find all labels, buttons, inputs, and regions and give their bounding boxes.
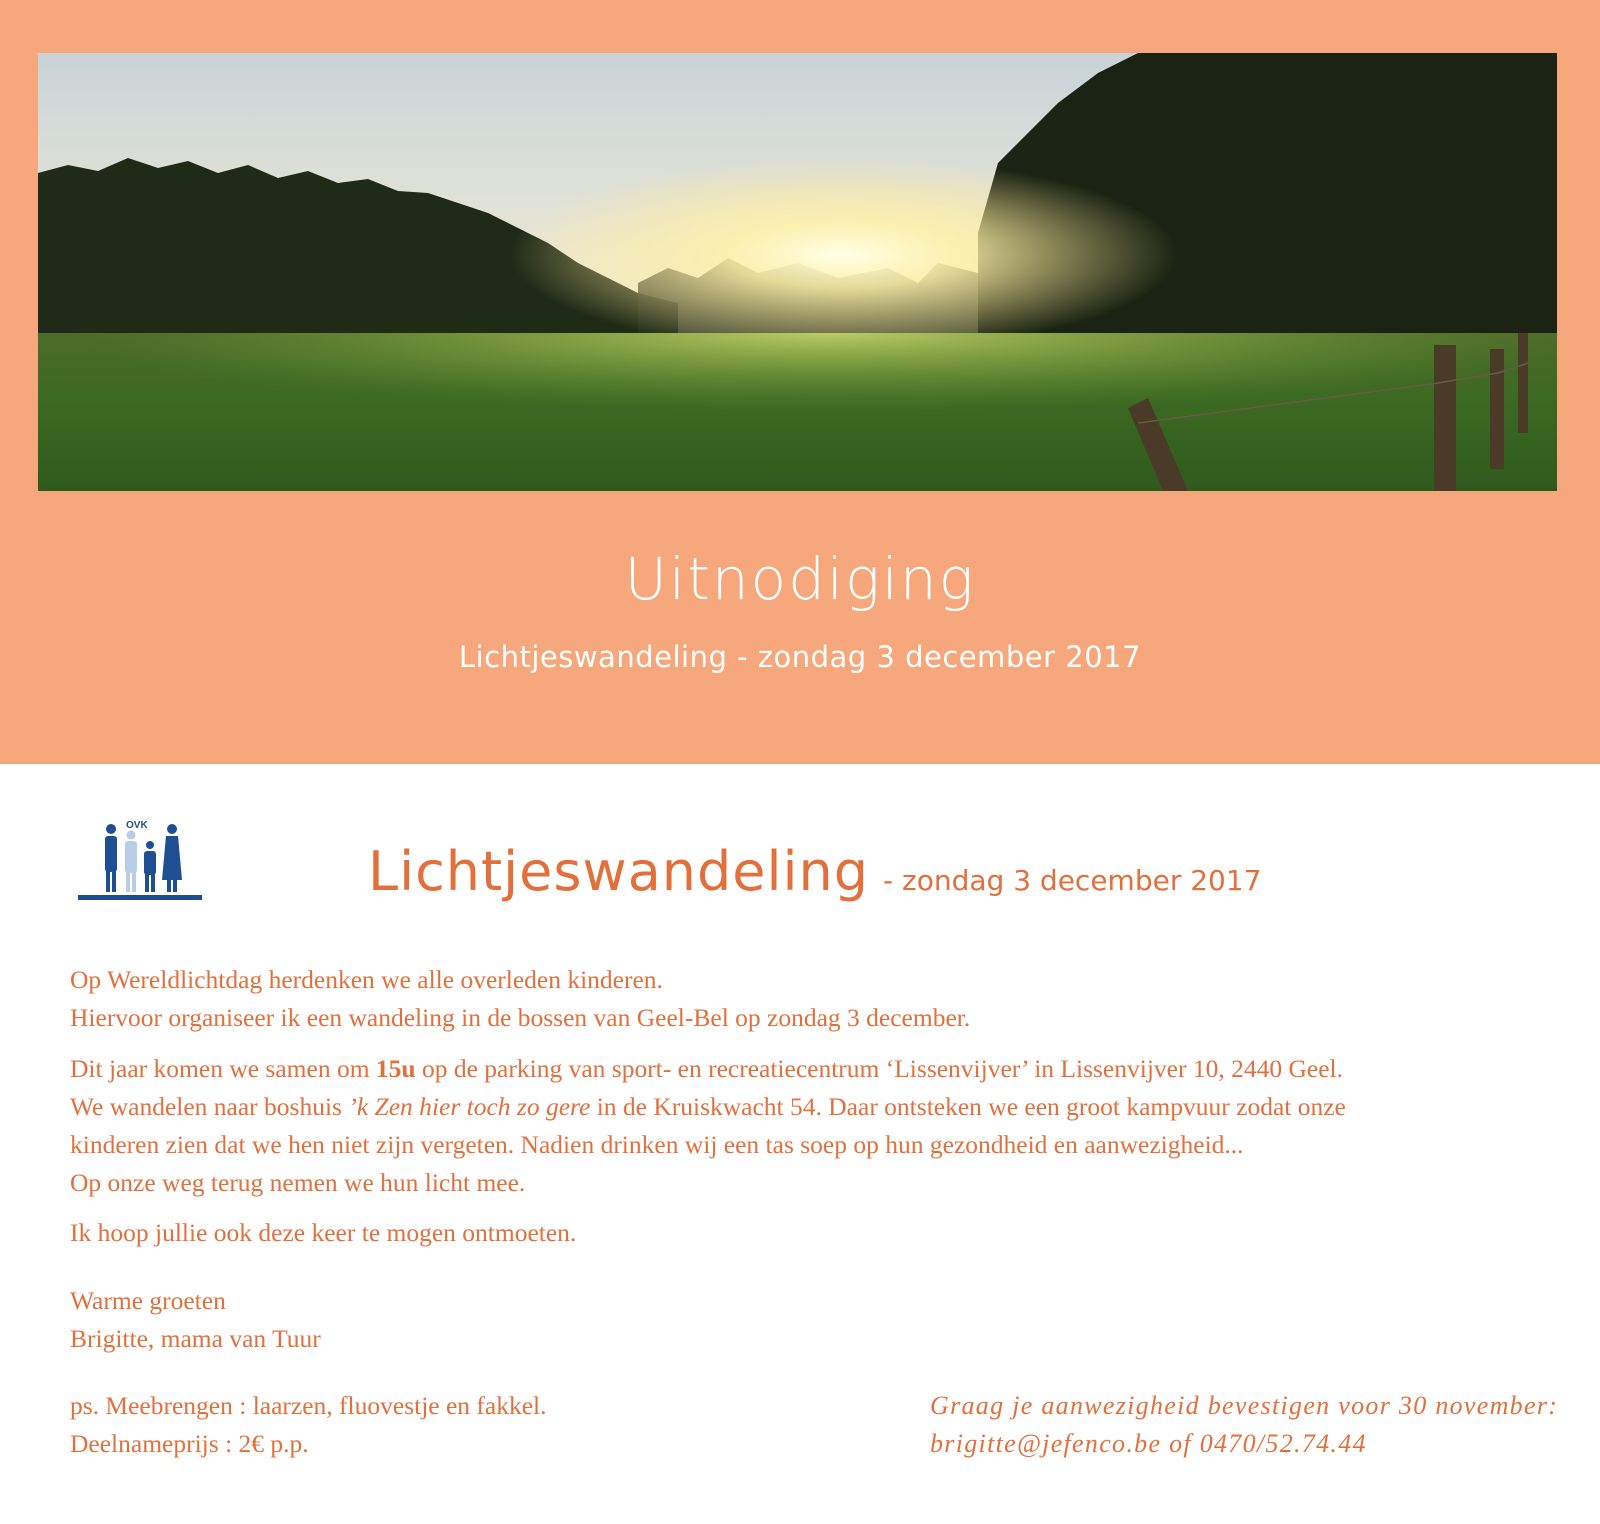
rsvp-contact: brigitte@jefenco.be of 0470/52.74.44 [930,1429,1367,1458]
p1-line2: Hiervoor organiseer ik een wandeling in de bossen van Geel-Bel op zondag 3 december. [70,1003,971,1032]
invitation-subtitle: Lichtjeswandeling - zondag 3 december 2017 [458,640,1142,674]
paragraph-2 [70,1050,1346,1202]
signature: Brigitte, mama van Tuur [70,1324,321,1353]
greeting: Warme groeten [70,1286,226,1315]
svg-text:OVK: OVK [126,820,148,831]
ovk-logo [78,818,202,902]
p2-line4: Op onze weg terug nemen we hun licht mee. [70,1168,526,1197]
boshuis-name: ’k Zen hier toch zo gere [348,1092,591,1121]
closing [70,1282,321,1358]
p1-line1: Op Wereldlichtdag herdenken we alle overleden kinderen. [70,965,663,994]
ps-note [70,1387,547,1463]
event-title-date: - zondag 3 december 2017 [883,864,1262,897]
meeting-time: 15u [375,1054,416,1083]
forest-sunset-photo [38,53,1557,491]
invitation-heading: Uitnodiging [624,545,976,613]
ps-line1: ps. Meebrengen : laarzen, fluovestje en fakkel. [70,1391,547,1420]
p2-line2-b: in de Kruiskwacht 54. Daar ontsteken we een groot kampvuur zodat onze [590,1092,1346,1121]
paragraph-3: Ik hoop jullie ook deze keer te mogen ontmoeten. [70,1218,577,1247]
ps-line2: Deelnameprijs : 2€ p.p. [70,1429,309,1458]
p2-line1-a: Dit jaar komen we samen om [70,1054,376,1083]
rsvp-line1: Graag je aanwezigheid bevestigen voor 30 november: [930,1391,1559,1420]
paragraph-1 [70,961,970,1037]
p2-line3: kinderen zien dat we hen niet zijn vergeten. Nadien drinken wij een tas soep op hun gezondheid en aanwezigheid... [70,1130,1244,1159]
p2-line1-b: op de parking van sport- en recreatiecentrum ‘Lissenvijver’ in Lissenvijver 10, 2440 Geel. [415,1054,1343,1083]
event-title-main: Lichtjeswandeling [368,840,870,903]
event-title [368,840,1262,903]
p2-line2-a: We wandelen naar boshuis [70,1092,349,1121]
rsvp-note [930,1387,1558,1463]
